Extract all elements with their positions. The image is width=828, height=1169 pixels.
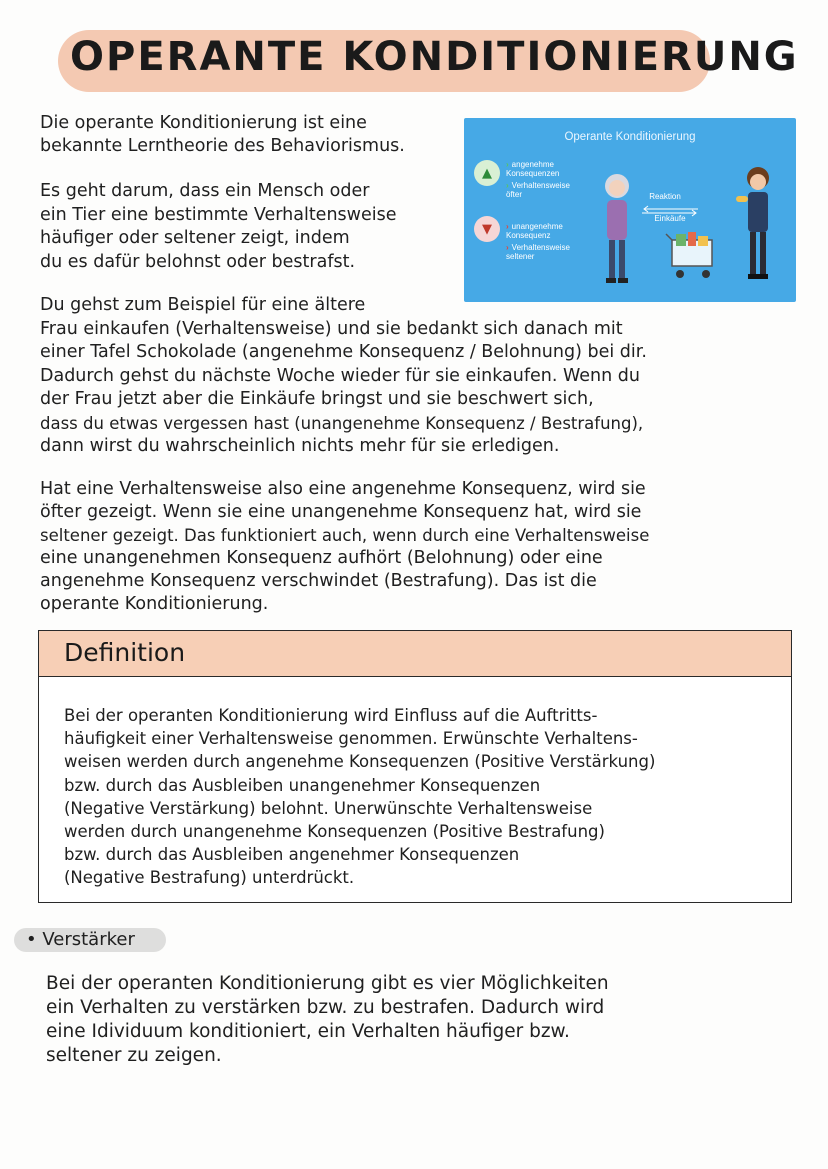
text-line: Frau einkaufen (Verhaltensweise) und sie bedankt sich danach mit	[40, 318, 623, 339]
positive-item: angenehme Konsequenzen	[506, 160, 560, 178]
text-line: Die operante Konditionierung ist eine	[40, 113, 367, 133]
text-line: (Negative Bestrafung) unterdrückt.	[64, 868, 355, 888]
diagram-title: Operante Konditionierung	[564, 131, 696, 143]
text-line: operante Konditionierung.	[40, 594, 269, 614]
text-line: Es geht darum, dass ein Mensch oder	[40, 181, 370, 201]
intro-paragraph	[40, 112, 405, 158]
positive-list: › angenehme Konsequenzen › Verhaltensweise öfter	[506, 160, 570, 199]
young-man-illustration	[734, 162, 774, 286]
text-line: häufiger oder seltener zeigt, indem	[40, 228, 350, 248]
text-line: Dadurch gehst du nächste Woche wieder für sie einkaufen. Wenn du	[40, 365, 641, 386]
text-line: bzw. durch das Ausbleiben unangenehmer Konsequenzen	[64, 775, 541, 795]
negative-item: unangenehme Konsequenz	[506, 222, 563, 240]
text-line: angenehme Konsequenz verschwindet (Bestrafung). Das ist die	[40, 571, 597, 591]
verstaerker-heading-text: Verstärker	[42, 929, 135, 950]
positive-item: Verhaltensweise öfter	[506, 181, 570, 199]
diagram-image	[464, 118, 796, 302]
arrow-label-reaktion: Reaktion	[649, 192, 681, 201]
thumbs-down-icon: ▼	[474, 216, 500, 242]
negative-item: Verhaltensweise seltener	[506, 243, 570, 261]
definition-text	[64, 704, 655, 890]
explanation-paragraph	[40, 180, 396, 274]
text-line: dass du etwas vergessen hast (unangenehme Konsequenz / Bestrafung),	[40, 413, 644, 433]
verstaerker-paragraph	[46, 972, 609, 1068]
text-line: weisen werden durch angenehme Konsequenzen (Positive Verstärkung)	[64, 752, 656, 772]
text-line: eine Idividuum konditioniert, ein Verhalten häufiger bzw.	[46, 1021, 570, 1042]
shopping-cart-icon	[664, 228, 724, 282]
text-line: seltener gezeigt. Das funktioniert auch, wenn durch eine Verhaltensweise	[40, 526, 650, 545]
text-line: ein Tier eine bestimmte Verhaltensweise	[40, 204, 397, 225]
text-line: bekannte Lerntheorie des Behaviorismus.	[40, 136, 405, 156]
example-paragraph	[40, 294, 647, 459]
text-line: der Frau jetzt aber die Einkäufe bringst und sie beschwert sich,	[40, 389, 594, 409]
text-line: dann wirst du wahrscheinlich nichts mehr für sie erledigen.	[40, 436, 560, 456]
summary-paragraph	[40, 478, 649, 616]
text-line: häufigkeit einer Verhaltensweise genommen. Erwünschte Verhaltens-	[64, 729, 638, 749]
negative-list: › unangenehme Konsequenz › Verhaltensweise seltener	[506, 222, 570, 261]
older-woman-illustration	[600, 168, 634, 288]
thumbs-up-icon: ▲	[474, 160, 500, 186]
text-line: (Negative Verstärkung) belohnt. Unerwünschte Verhaltensweise	[64, 798, 593, 818]
text-line: eine unangenehmen Konsequenz aufhört (Belohnung) oder eine	[40, 548, 603, 568]
text-line: einer Tafel Schokolade (angenehme Konsequenz / Belohnung) bei dir.	[40, 342, 647, 362]
text-line: Bei der operanten Konditionierung gibt es vier Möglichkeiten	[46, 973, 609, 994]
text-line: werden durch unangenehme Konsequenzen (Positive Bestrafung)	[64, 822, 605, 842]
text-line: Hat eine Verhaltensweise also eine angenehme Konsequenz, wird sie	[40, 479, 646, 499]
arrow-label-einkaeufe: Einkäufe	[654, 214, 686, 223]
text-line: seltener zu zeigen.	[46, 1045, 222, 1066]
text-line: bzw. durch das Ausbleiben angenehmer Konsequenzen	[64, 845, 520, 865]
page-title: OPERANTE KONDITIONIERUNG	[70, 34, 799, 80]
text-line: öfter gezeigt. Wenn sie eine unangenehme Konsequenz hat, wird sie	[40, 502, 642, 522]
text-line: Du gehst zum Beispiel für eine ältere	[40, 295, 366, 315]
definition-heading: Definition	[64, 638, 186, 667]
text-line: du es dafür belohnst oder bestrafst.	[40, 251, 356, 272]
text-line: ein Verhalten zu verstärken bzw. zu bestrafen. Dadurch wird	[46, 997, 605, 1018]
text-line: Bei der operanten Konditionierung wird Einfluss auf die Auftritts-	[64, 706, 598, 725]
verstaerker-heading: • Verstärker	[26, 929, 135, 950]
